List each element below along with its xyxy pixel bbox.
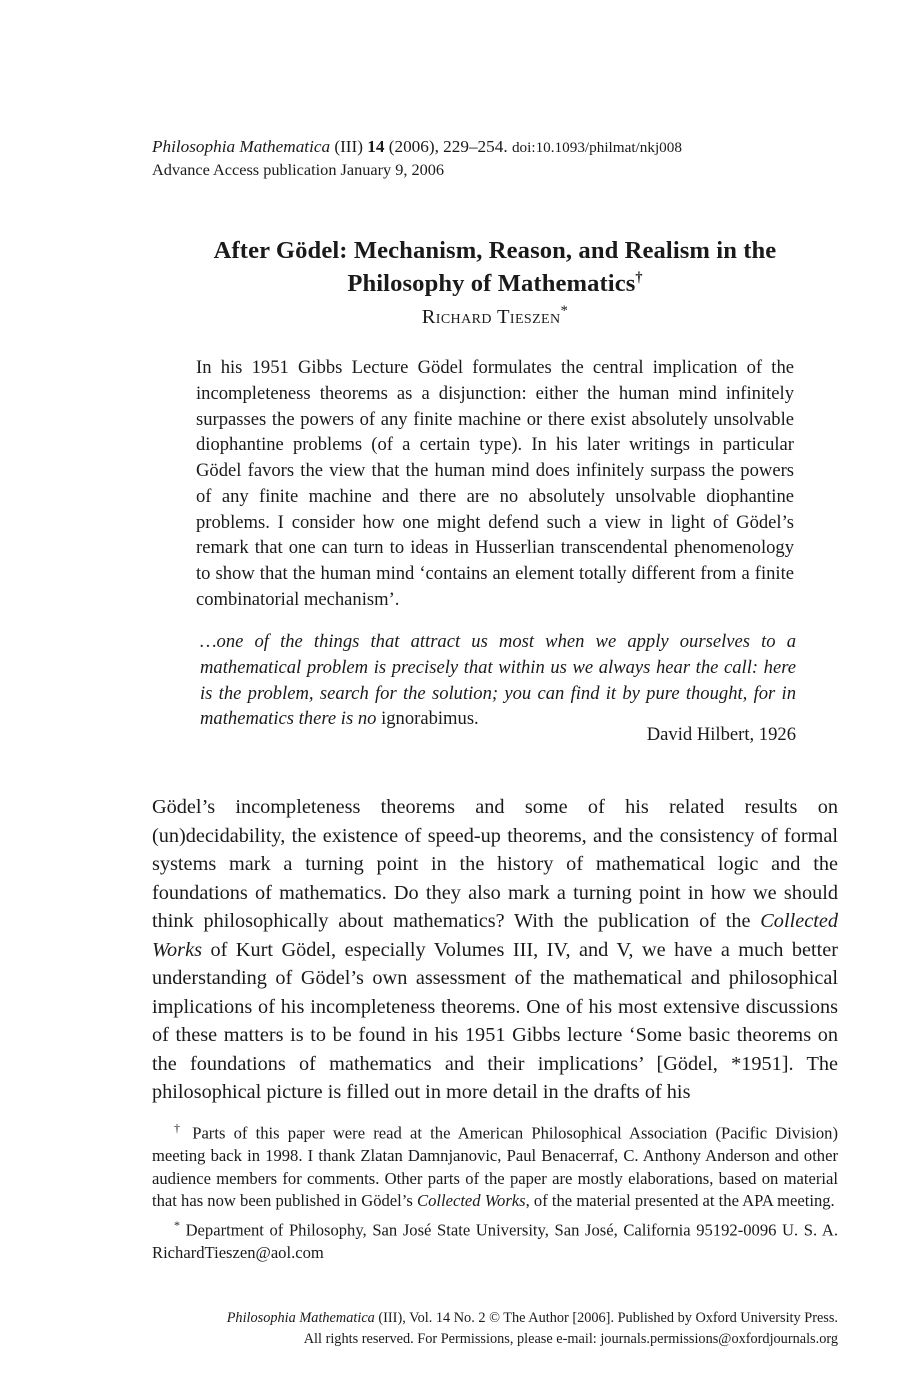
copyright-journal-title: Philosophia Mathematica: [226, 1310, 375, 1326]
copyright-footer: [152, 1308, 838, 1349]
journal-title: Philosophia Mathematica: [152, 137, 331, 156]
author-byline: [152, 303, 838, 329]
journal-volume: 14: [367, 137, 385, 156]
footnote-dagger-text-a: Parts of this paper were read at the American Philosophical Association (Pacific Division) meeting back in 1998. I thank Zlatan Damnjanovic, Paul Benacerraf, C. Anthony Anderson and other audience members for comments. Other parts of the paper are mostly elaborations, based on material that has now been published in Gödel’s: [152, 1123, 838, 1211]
journal-citation-line: [152, 136, 838, 159]
footnotes-block: [152, 1120, 838, 1268]
epigraph-quote: [200, 629, 796, 732]
article-title-line-1: After Gödel: Mechanism, Reason, and Realism in the: [213, 237, 777, 265]
footnote-italic-collected-works: Collected Works: [417, 1191, 526, 1211]
abstract-text: In his 1951 Gibbs Lecture Gödel formulates the central implication of the incompleteness theorems as a disjunction: either the human mind infinitely surpasses the powers of any finite machine or there exist absolutely unsolvable diophantine problems (of a certain type). In his later writings in particular Gödel favors the view that the human mind does infinitely surpass the powers of any finite machine and there are no absolutely unsolvable diophantine problems. I consider how one might defend such a view in light of Gödel’s remark that one can turn to ideas in Husserlian transcendental phenomenology to show that the human mind ‘contains an element totally different from a finite combinatorial mechanism’.: [196, 357, 794, 610]
footnote-dagger: [152, 1120, 838, 1213]
copyright-line-1-rest: (III), Vol. 14 No. 2 © The Author [2006]. Published by Oxford University Press.: [374, 1310, 838, 1326]
epigraph-quote-roman: ignorabimus.: [381, 708, 479, 730]
journal-header: [152, 136, 838, 181]
body-paragraph-1: [152, 793, 838, 1107]
author-asterisk-footnote-marker: *: [560, 303, 569, 319]
epigraph-quote-italic: …one of the things that attract us most when we apply ourselves to a mathematical problem is precisely that within us we always hear the call: here is the problem, search for the solution; you can find it by pure thought, for in mathematics there is no: [200, 631, 796, 730]
doi-text: doi:10.1093/philmat/nkj008: [511, 139, 682, 156]
epigraph-attribution: David Hilbert, 1926: [646, 724, 796, 745]
footnote-dagger-marker: †: [174, 1121, 185, 1135]
footnote-dagger-text-b: , of the material presented at the APA meeting.: [525, 1191, 835, 1211]
article-title-line-2: Philosophy of Mathematics: [347, 270, 636, 298]
body-italic-collected-works: Collected Works: [152, 910, 838, 961]
footnote-asterisk: [152, 1217, 838, 1265]
copyright-line-2: All rights reserved. For Permissions, please e-mail: journals.permissions@oxfordjournals.org: [303, 1330, 838, 1347]
copyright-line-1: [152, 1308, 838, 1329]
footnote-asterisk-marker: *: [174, 1217, 180, 1232]
journal-series: (III): [330, 137, 368, 156]
page-title: [152, 235, 838, 300]
footnote-asterisk-text: Department of Philosophy, San José State University, San José, California 95192-0096 U. S. A. RichardTieszen@aol.com: [152, 1220, 838, 1262]
advance-access-line: Advance Access publication January 9, 2006: [152, 159, 445, 179]
body-text-segment-a: Gödel’s incompleteness theorems and some of his related results on (un)decidability, the existence of speed-up theorems, and the consistency of formal systems mark a turning point in the history of mathematical logic and the foundations of mathematics. Do they also mark a turning point in how we should think philosophically about mathematics? With the publication of the: [152, 796, 838, 933]
journal-year-pages: (2006), 229–254.: [384, 137, 512, 156]
body-text-segment-b: of Kurt Gödel, especially Volumes III, IV, and V, we have a much better understanding of Gödel’s own assessment of the mathematical and philosophical implications of his incompleteness theorems. One of his most extensive discussions of these matters is to be found in his 1951 Gibbs lecture ‘Some basic theorems on the foundations of mathematics and their implications’ [Gödel, *1951]. The philosophical picture is filled out in more detail in the drafts of his: [152, 938, 838, 1104]
title-dagger-footnote-marker: †: [635, 269, 643, 286]
author-name: Richard Tieszen: [421, 305, 561, 328]
